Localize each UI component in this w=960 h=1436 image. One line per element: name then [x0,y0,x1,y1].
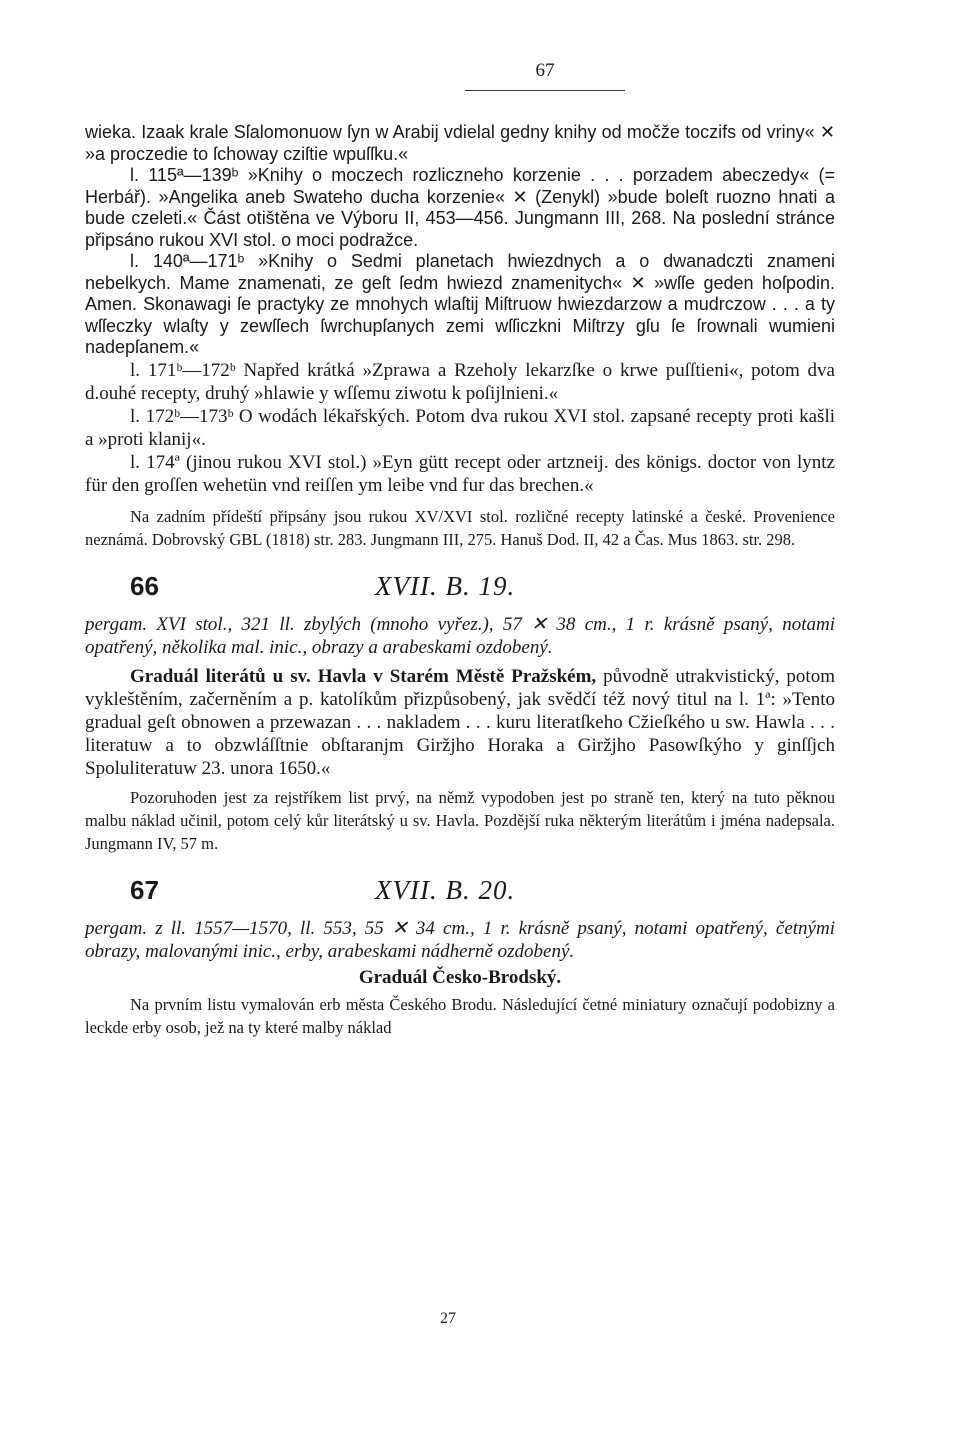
paragraph-2: l. 115ª—139ᵇ »Knihy o moczech rozliczneho korzenie . . . porzadem abeczedy« (= Herbář). »Angelika aneb Swateho ducha korzenie« ✕ (Zenykl) »bude boleſt ruozno hnati a bude czeleti.« Část otištěna ve Výboru II, 453—456. Jungmann III, 268. Na poslední stránce připsáno rukou XVI stol. o moci podražce. [85,165,835,250]
entry-67-description: pergam. z ll. 1557—1570, ll. 553, 55 ✕ 34 cm., 1 r. krásně psaný, notami opatřený, četnými obrazy, malovanými inic., erby, arabeskami nádherně ozdobený. [85,917,835,962]
entry-66-title: Graduál literátů u sv. Havla v Starém Městě Pražském, [130,665,597,687]
note-1: Na zadním přídeští připsány jsou rukou XV/XVI stol. rozličné recepty latinské a české. Provenience neznámá. Dobrovský GBL (1818) str. 283. Jungmann III, 275. Hanuš Dod. II, 42 a Čas. Mus 1863. str. 298. [85,506,835,549]
folio-number: 27 [440,1310,456,1327]
paragraph-5: l. 172ᵇ—173ᵇ O wodách lékařských. Potom dva rukou XVI stol. zapsané recepty proti kašli a »proti klanij«. [85,405,835,450]
entry-67-title: Graduál Česko-Brodský. [358,966,562,988]
entry-signature: XVII. B. 19. [375,570,516,601]
entry-number: 66 [130,570,159,601]
page-number: 67 [535,60,555,81]
entry-signature: XVII. B. 20. [375,874,516,905]
paragraph-6: l. 174ª (jinou rukou XVI stol.) »Eyn gütt recept oder artzneij. des königs. doctor von lyntz für den groſſen wehetün vnd reiſſen ym leibe vnd fur das brechen.« [85,451,835,496]
paragraph-1: wieka. Izaak krale Sſalomonuow ſyn w Arabij vdielal gedny knihy od močže toczifs od vriny« ✕ »a proczedie to ſchoway cziſtie wpuſſku.« [85,122,835,164]
entry-66-text [85,665,835,780]
paragraph-4: l. 171ᵇ—172ᵇ Napřed krátká »Zprawa a Rzeholy lekarzſke o krwe puſſtieni«, potom dva d.ouhé recepty, druhý »hlawie y wſſemu ziwotu k poſijlnieni.« [85,359,835,404]
entry-66-description: pergam. XVI stol., 321 ll. zbylých (mnoho vyřez.), 57 ✕ 38 cm., 1 r. krásně psaný, notami opatřený, několika mal. inic., obrazy a arabeskami ozdobený. [85,613,835,658]
entry-67-heading [85,869,835,917]
entry-number: 67 [130,874,159,905]
entry-66-body: původně utrakvistický, potom vykleštěním, začerněním a p. katolíkům přizpůsobený, jak svědčí též nový titul na l. 1ª: »Tento gradual geſt obnowen a przewazan . . . nakladem . . . kuru literatſkeho Cžieſkého u sw. Hawla . . . literatuw a to obzwláſſtnie obſtaranjm Giržjho Horaka a Giržjho Pasowſkýho y ginſſjch Spoluliteratuw 23. unora 1650.« [85,665,835,779]
paragraph-3: l. 140ª—171ᵇ »Knihy o Sedmi planetach hwiezdnych a o dwanadczti znameni nebelkych. Mame znamenati, ze geſt ſedm hwiezd znamenitych« ✕ »wſſe geden hoſpodin. Amen. Skonawagi ſe practyky ze mnohych wlaſtij Miſtruow hwiezdarzow a mudrczow . . . a ty wſſeczky wlaſty y zewſſech ſwrchupſanych zemi wſſiczkni Miſtrzy gſu ſe ſrownali wumieni nadepſanem.« [85,251,835,357]
entry-66-note: Pozoruhoden jest za rejstříkem list prvý, na němž vypodoben jest po straně ten, který na tuto pěknou malbu náklad učinil, potom celý kůr literátský u sv. Havla. Pozdější ruka některým literátům i jména nadepsala. Jungmann IV, 57 m. [85,787,835,853]
body-text [85,122,835,1039]
header-rule [465,90,625,91]
entry-67-note: Na prvním listu vymalován erb města Českého Brodu. Následující četné miniatury označují podobizny a leckde erby osob, jež na ty které malby náklad [85,994,835,1037]
entry-66-heading [85,565,835,613]
